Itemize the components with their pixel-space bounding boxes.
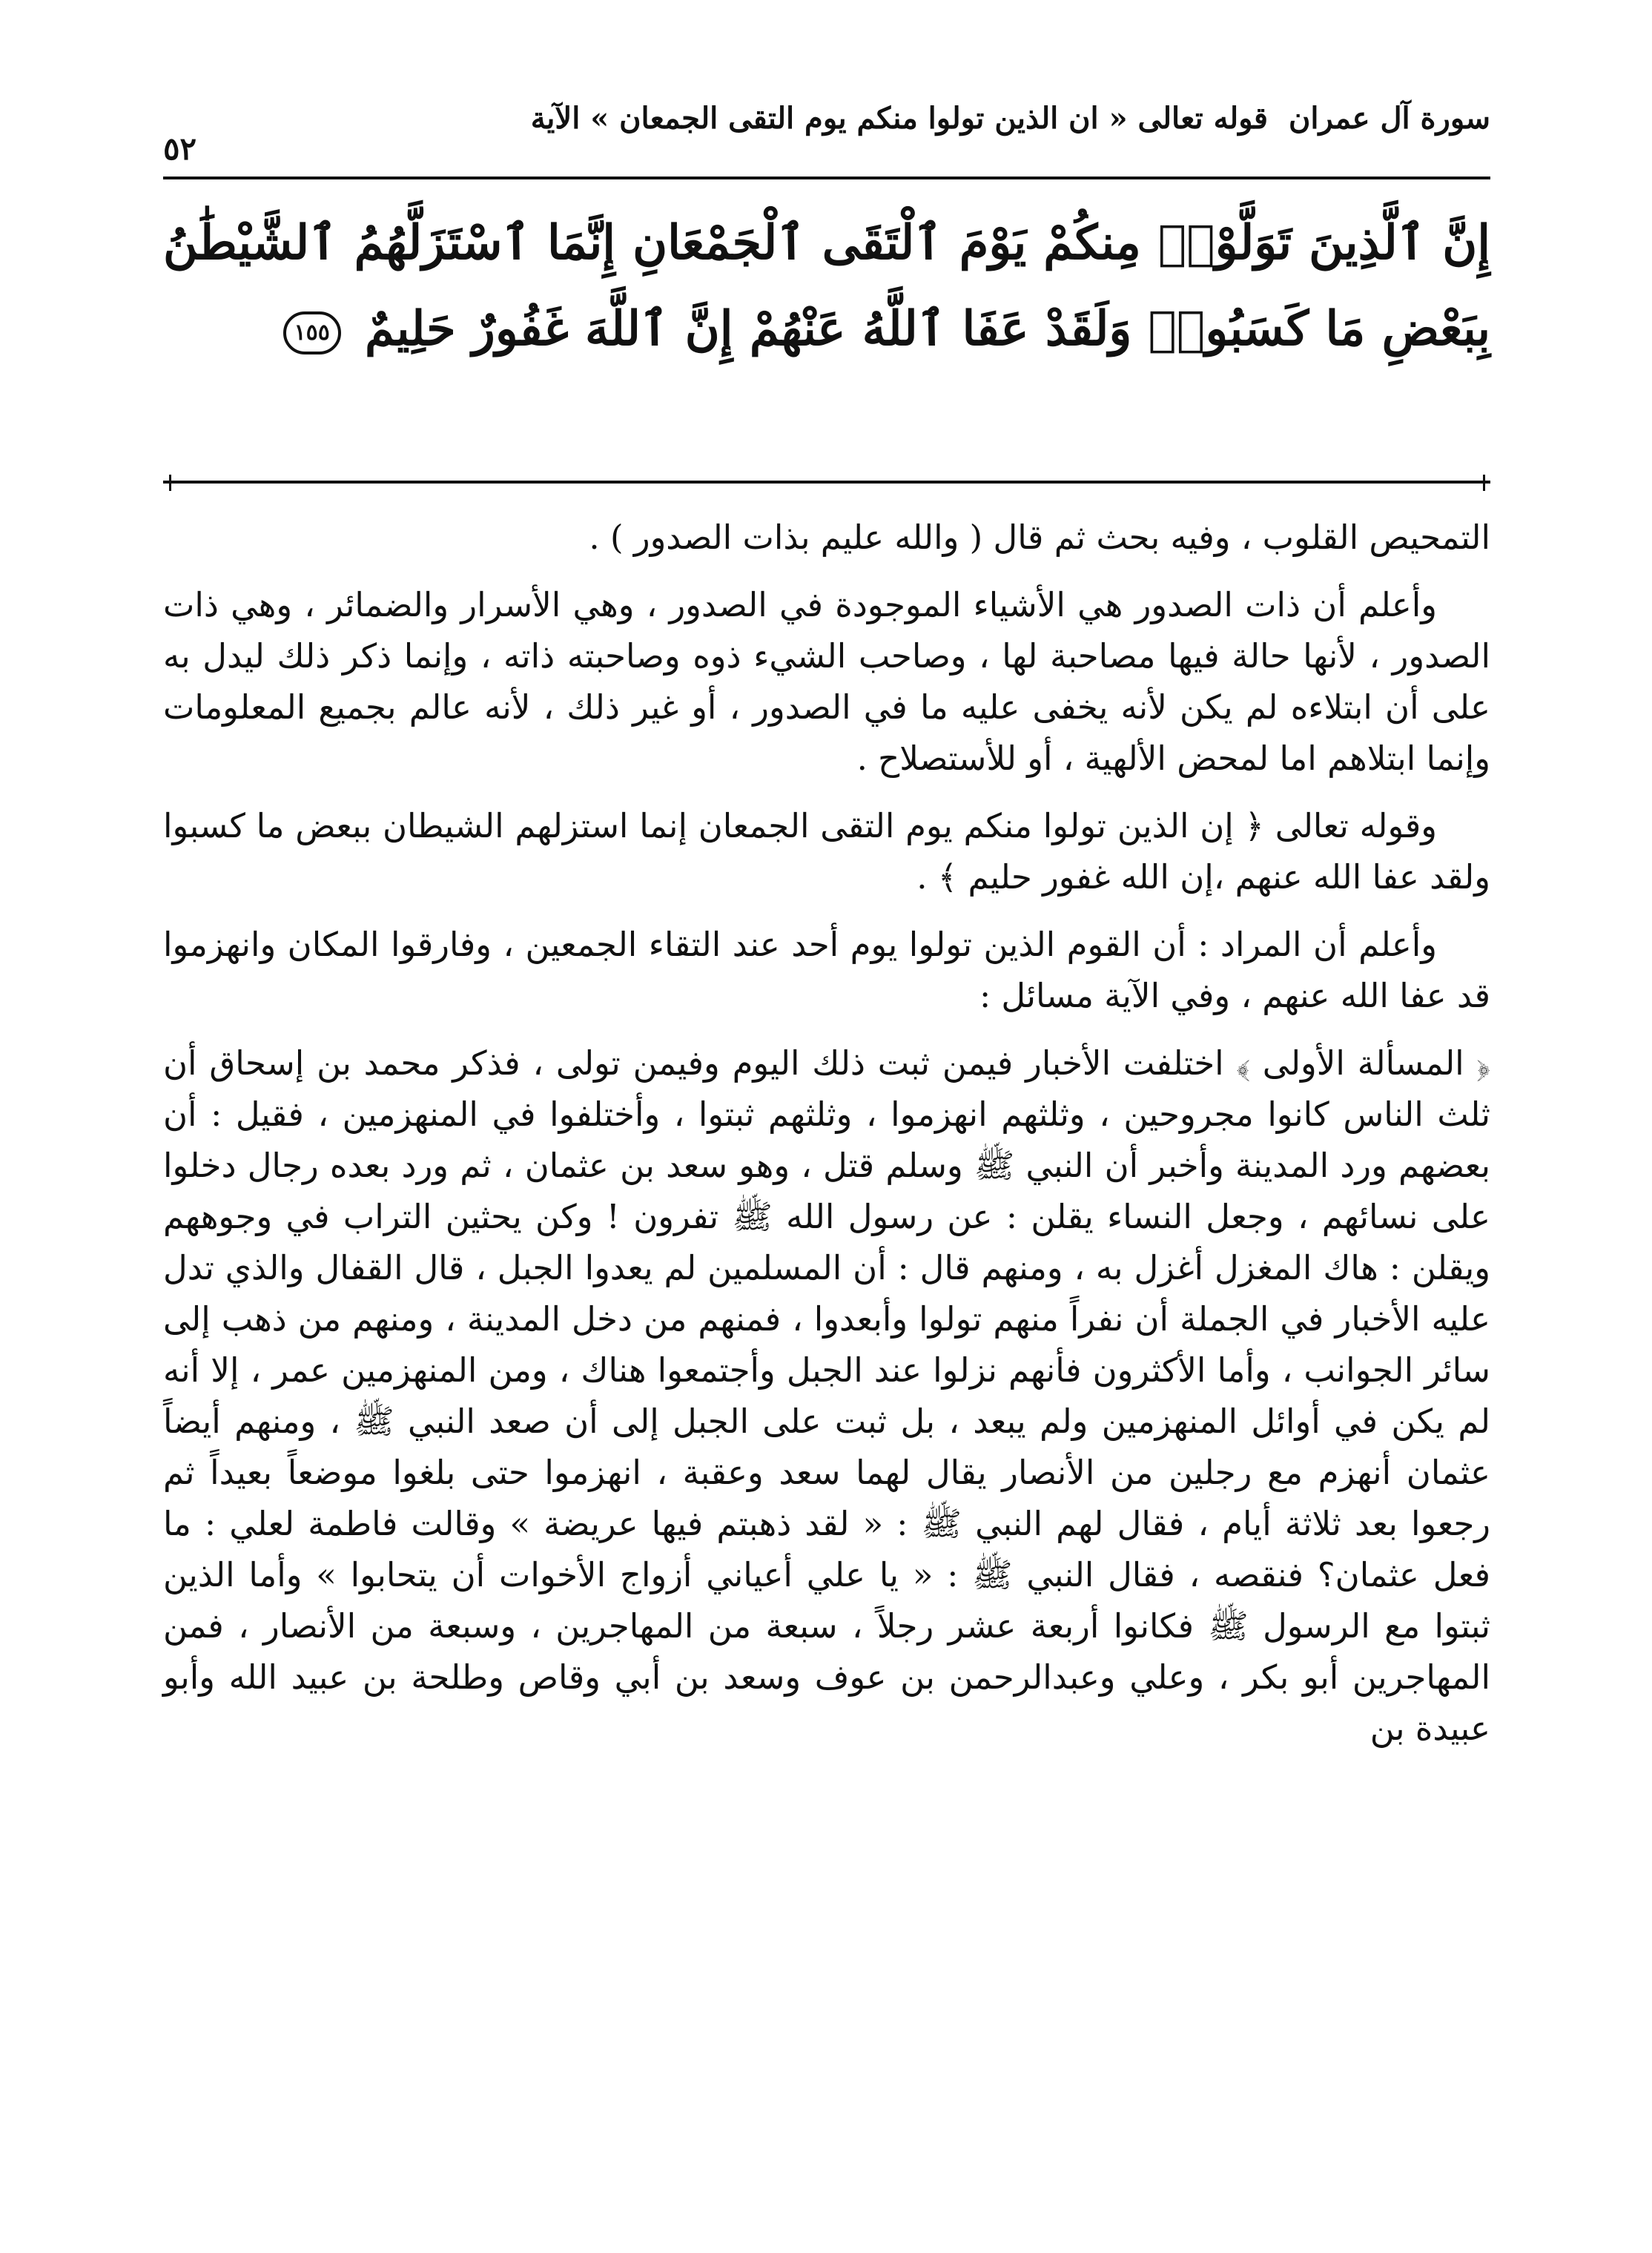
surah-name: سورة آل عمران xyxy=(1288,101,1490,136)
rule-end-tick xyxy=(169,475,171,491)
page-header xyxy=(163,95,1490,169)
verse-text: إِنَّ ٱلَّذِينَ تَوَلَّوْا۟ مِنكُمْ يَوْمَ ٱلْتَقَى ٱلْجَمْعَانِ إِنَّمَا ٱسْتَزَلَّهُمُ ٱلشَّيْطَٰنُ بِبَعْضِ مَا كَسَبُوا۟ وَلَقَدْ عَفَا ٱللَّهُ عَنْهُمْ إِنَّ ٱللَّهَ غَفُورٌ حَلِيمٌ xyxy=(163,215,1490,357)
verse-number-mark: ١٥٥ xyxy=(283,311,341,354)
verse-separator-rule xyxy=(163,481,1490,484)
header-rule xyxy=(163,177,1490,179)
paragraph: وقوله تعالى ﴿ إن الذين تولوا منكم يوم التقى الجمعان إنما استزلهم الشيطان ببعض ما كسبوا ولقد عفا الله عنهم ،إن الله غفور حليم ﴾ . xyxy=(163,806,1490,897)
rule-end-tick xyxy=(1483,475,1485,491)
paragraph: وأعلم أن ذات الصدور هي الأشياء الموجودة في الصدور ، وهي الأسرار والضمائر ، وهي ذات الصدور ، لأنها حالة فيها مصاحبة لها ، وصاحب الشيء ذوه وصاحبته ذاته ، وإنما ذكر ذلك ليدل به على أن ابتلاءه لم يكن لأنه يخفى عليه ما في الصدور ، أو غير ذلك ، لأنه عالم بجميع المعلومات وإنما ابتلاهم اما لمحض الألهية ، أو للأستصلاح . xyxy=(163,585,1490,778)
running-title: قوله تعالى « ان الذين تولوا منكم يوم التقى الجمعان » الآية xyxy=(530,101,1268,136)
commentary-body xyxy=(163,512,1490,1770)
paragraph: التمحيص القلوب ، وفيه بحث ثم قال ( والله عليم بذات الصدور ) . xyxy=(589,518,1490,557)
paragraph: وأعلم أن المراد : أن القوم الذين تولوا يوم أحد عند التقاء الجمعين ، وفارقوا المكان وانهزموا قد عفا الله عنهم ، وفي الآية مسائل : xyxy=(163,925,1490,1015)
page-number: ٥٢ xyxy=(163,131,197,167)
paragraph: ﴿ المسألة الأولى ﴾ اختلفت الأخبار فيمن ثبت ذلك اليوم وفيمن تولى ، فذكر محمد بن إسحاق أن ثلث الناس كانوا مجروحين ، وثلثهم انهزموا ، وثلثهم ثبتوا ، وأختلفوا في المنهزمين ، فقيل : أن بعضهم ورد المدينة وأخبر أن النبي ﷺ وسلم قتل ، وهو سعد بن عثمان ، ثم ورد بعده رجال دخلوا على نسائهم ، وجعل النساء يقلن : عن رسول الله ﷺ تفرون ! وكن يحثين التراب في وجوههم ويقلن : هاك المغزل أغزل به ، ومنهم قال : أن المسلمين لم يعدوا الجبل ، قال القفال والذي تدل عليه الأخبار في الجملة أن نفراً منهم تولوا وأبعدوا ، فمنهم من دخل المدينة ، ومنهم من ذهب إلى سائر الجوانب ، وأما الأكثرون فأنهم نزلوا عند الجبل وأجتمعوا هناك ، ومن المنهزمين عمر ، إلا أنه لم يكن في أوائل المنهزمين ولم يبعد ، بل ثبت على الجبل إلى أن صعد النبي ﷺ ، ومنهم أيضاً عثمان أنهزم مع رجلين من الأنصار يقال لهما سعد وعقبة ، انهزموا حتى بلغوا موضعاً بعيداً ثم رجعوا بعد ثلاثة أيام ، فقال لهم النبي ﷺ : « لقد ذهبتم فيها عريضة » وقالت فاطمة لعلي : ما فعل عثمان؟ فنقصه ، فقال النبي ﷺ : « يا علي أعياني أزواج الأخوات أن يتحابوا » وأما الذين ثبتوا مع الرسول ﷺ فكانوا أربعة عشر رجلاً ، سبعة من المهاجرين ، وسبعة من الأنصار ، فمن المهاجرين أبو بكر ، وعلي وعبدالرحمن بن عوف وسعد بن أبي وقاص وطلحة بن عبيد الله وأبو عبيدة بن xyxy=(163,1043,1490,1748)
quran-verse xyxy=(163,200,1490,372)
